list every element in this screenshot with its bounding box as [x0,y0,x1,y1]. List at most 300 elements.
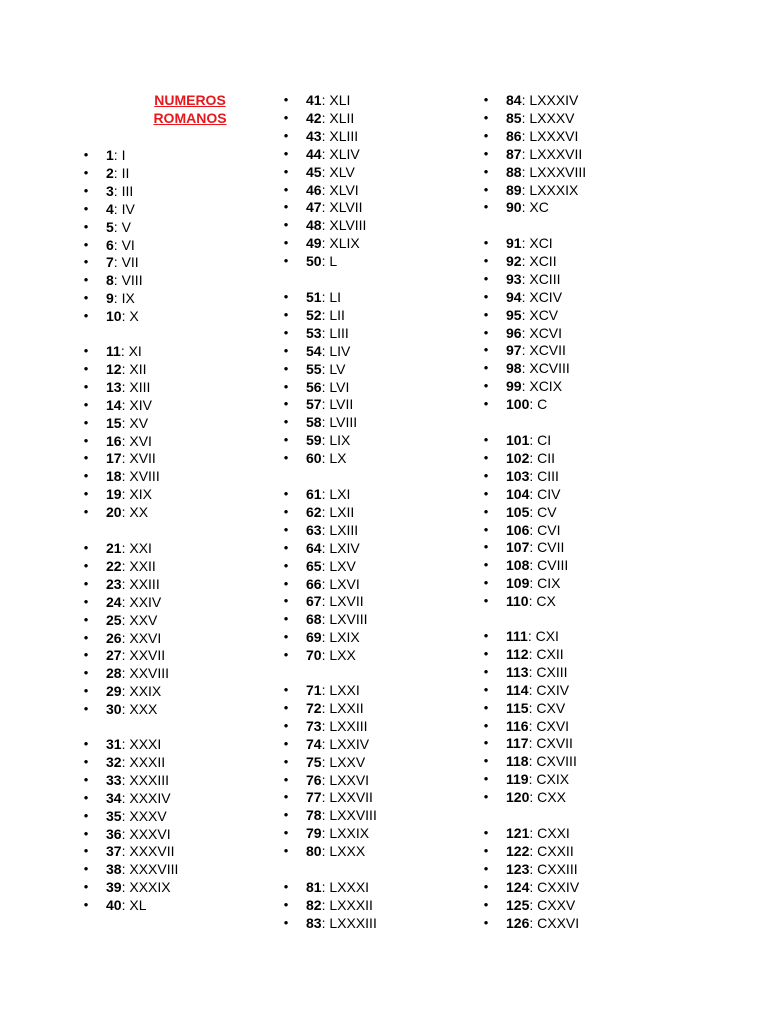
bullet-icon: • [283,682,289,697]
separator: : [521,288,530,305]
arabic-number: 122 [506,842,530,859]
separator: : [321,414,330,431]
roman-numeral: LXXVIII [329,807,377,824]
bullet-icon: • [283,557,289,573]
bullet-icon: • [83,272,89,288]
arabic-number: 1 [106,147,114,163]
arabic-number: 104 [506,485,530,502]
arabic-number: 90 [506,199,522,216]
arabic-number: 4 [106,200,114,217]
roman-numeral: XXXVI [129,825,171,842]
roman-numeral: LXVI [329,575,360,592]
separator: : [121,450,130,467]
bullet-icon: • [283,825,289,841]
arabic-number: 68 [306,611,322,628]
roman-numeral: XXII [129,557,156,574]
roman-numeral: IX [121,290,135,307]
bullet-icon: • [483,199,489,215]
bullet-icon: • [483,789,489,805]
roman-numeral: XII [129,360,147,377]
roman-numeral: XLIV [329,145,360,162]
bullet-icon: • [283,127,289,143]
bullet-icon: • [283,306,289,322]
bullet-icon: • [83,897,89,913]
bullet-icon: • [483,825,489,840]
bullet-icon: • [283,289,289,304]
bullet-icon: • [83,200,89,216]
separator: : [121,432,130,449]
separator: : [121,468,130,485]
bullet-icon: • [483,127,489,143]
separator: : [321,771,330,788]
bullet-icon: • [83,378,89,394]
bullet-icon: • [83,825,89,841]
separator: : [529,485,538,502]
roman-numeral: LVIII [329,414,358,431]
roman-numeral: XCIV [529,288,563,305]
roman-numeral: C [537,396,548,413]
separator: : [321,127,330,144]
separator: : [528,645,537,662]
arabic-number: 22 [106,557,122,574]
arabic-number: 71 [306,682,322,698]
separator: : [321,611,330,628]
roman-numeral: XIX [129,486,152,503]
bullet-icon: • [283,217,289,233]
roman-numeral: XXXV [129,807,167,824]
arabic-number: 29 [106,683,122,700]
bullet-icon: • [483,306,489,322]
roman-numeral: CXXI [537,825,570,841]
roman-numeral: LXXII [329,699,364,716]
separator: : [321,682,330,698]
roman-numeral: XLVI [329,181,359,198]
arabic-number: 111 [506,628,528,644]
bullet-icon: • [283,914,289,930]
roman-numeral: CXII [536,645,564,662]
roman-numeral: LXXXVI [529,127,579,144]
separator: : [521,235,530,251]
title-line-1: NUMEROS [154,92,226,108]
bullet-icon: • [83,789,89,805]
roman-numeral: XXXVII [129,843,175,860]
bullet-icon: • [83,254,89,270]
separator: : [321,503,330,520]
bullet-icon: • [283,235,289,251]
arabic-number: 11 [106,343,121,359]
roman-numeral: LXXVI [329,771,370,788]
roman-numeral: XXIII [129,575,160,592]
separator: : [321,629,330,646]
roman-numeral: CIV [537,485,561,502]
separator: : [529,557,538,574]
arabic-number: 33 [106,771,122,788]
roman-numeral: XXVIII [129,665,170,682]
bullet-icon: • [483,663,489,679]
bullet-icon: • [83,486,89,502]
arabic-number: 41 [306,92,322,108]
roman-numeral: XVI [129,432,152,449]
roman-numeral: XXIX [129,683,162,700]
roman-numeral: CXIX [536,771,570,788]
arabic-number: 70 [306,647,322,664]
arabic-number: 106 [506,521,530,538]
arabic-number: 32 [106,753,122,770]
roman-numeral: XLIII [329,127,359,144]
roman-numeral: VII [121,254,139,271]
roman-numeral: LXXXII [329,896,373,913]
arabic-number: 53 [306,324,322,341]
roman-numeral: LXXXI [329,879,370,895]
roman-numeral: XXIV [129,593,162,610]
bullet-icon: • [83,771,89,787]
bullet-icon: • [283,199,289,215]
arabic-number: 116 [506,717,529,734]
separator: : [321,342,330,359]
roman-numeral: LXXXIII [329,914,377,931]
separator: : [529,503,538,520]
arabic-number: 40 [106,897,122,914]
arabic-number: 79 [306,825,322,842]
separator: : [321,593,330,610]
roman-numeral: XCI [529,235,553,251]
bullet-icon: • [83,861,89,877]
separator: : [529,521,538,538]
arabic-number: 103 [506,467,530,484]
roman-numeral: CXXV [537,896,576,913]
arabic-number: 38 [106,861,122,878]
arabic-number: 102 [506,449,530,466]
roman-numeral: XCVI [529,324,563,341]
roman-numeral: XCVIII [529,360,570,377]
arabic-number: 16 [106,432,122,449]
arabic-number: 27 [106,647,122,664]
arabic-number: 119 [506,771,529,788]
separator: : [321,735,330,752]
arabic-number: 115 [506,699,529,716]
roman-numeral: XC [529,199,549,216]
separator: : [121,593,130,610]
bullet-icon: • [83,701,89,717]
arabic-number: 88 [506,163,522,180]
separator: : [528,753,537,770]
bullet-icon: • [483,235,489,250]
roman-numeral: II [121,164,130,181]
arabic-number: 45 [306,163,322,180]
separator: : [529,575,538,592]
arabic-number: 74 [306,735,322,752]
roman-numeral: LX [329,450,347,467]
arabic-number: 43 [306,127,322,144]
bullet-icon: • [83,557,89,573]
separator: : [113,147,122,163]
roman-numeral: LXII [329,503,355,520]
bullet-icon: • [83,807,89,823]
roman-numeral: LXV [329,557,356,574]
bullet-icon: • [483,324,489,340]
arabic-number: 87 [506,145,522,162]
separator: : [321,879,330,895]
bullet-icon: • [283,771,289,787]
roman-numeral: XLVIII [329,217,367,234]
arabic-number: 46 [306,181,322,198]
arabic-number: 21 [106,540,122,556]
separator: : [529,432,538,448]
roman-numeral: CXXVI [537,914,580,931]
roman-numeral: LIX [329,432,351,449]
bullet-icon: • [483,628,489,643]
roman-numeral: XXXIX [129,879,171,896]
arabic-number: 56 [306,378,322,395]
separator: : [521,324,530,341]
separator: : [521,145,530,162]
arabic-number: 75 [306,753,322,770]
arabic-number: 63 [306,521,322,538]
arabic-number: 101 [506,432,530,448]
separator: : [321,486,330,502]
arabic-number: 84 [506,92,522,108]
separator: : [321,699,330,716]
bullet-icon: • [483,378,489,394]
arabic-number: 109 [506,575,530,592]
separator: : [321,396,330,413]
arabic-number: 91 [506,235,522,251]
arabic-number: 9 [106,290,114,307]
separator: : [121,396,130,413]
bullet-icon: • [483,181,489,197]
separator: : [321,199,330,216]
bullet-icon: • [483,163,489,179]
bullet-icon: • [483,575,489,591]
roman-numeral: I [121,147,126,163]
roman-numeral: CVIII [537,557,569,574]
separator: : [521,92,530,108]
bullet-icon: • [483,521,489,537]
arabic-number: 66 [306,575,322,592]
roman-numeral: XIII [129,378,151,395]
separator: : [528,593,537,610]
separator: : [521,199,530,216]
separator: : [521,378,530,395]
separator: : [321,717,330,734]
separator: : [529,860,538,877]
roman-numeral: XLII [329,109,355,126]
separator: : [113,182,122,199]
separator: : [321,914,330,931]
roman-numeral: LXIV [329,539,360,556]
arabic-number: 67 [306,593,322,610]
separator: : [121,308,130,325]
separator: : [321,324,330,341]
separator: : [321,575,330,592]
arabic-number: 37 [106,843,122,860]
arabic-number: 73 [306,717,322,734]
bullet-icon: • [283,807,289,823]
separator: : [521,306,530,323]
arabic-number: 50 [306,253,322,270]
separator: : [321,539,330,556]
arabic-number: 24 [106,593,122,610]
separator: : [529,449,538,466]
arabic-number: 108 [506,557,530,574]
roman-numeral: XXV [129,611,158,628]
arabic-number: 123 [506,860,530,877]
roman-numeral: LVII [329,396,354,413]
separator: : [521,360,530,377]
bullet-icon: • [483,771,489,787]
bullet-icon: • [283,253,289,269]
separator: : [528,663,537,680]
bullet-icon: • [483,485,489,501]
separator: : [121,683,130,700]
arabic-number: 124 [506,878,530,895]
bullet-icon: • [83,593,89,609]
title-line-2: ROMANOS [153,110,227,126]
separator: : [121,575,130,592]
roman-numeral: XIV [129,396,152,413]
arabic-number: 112 [506,645,529,662]
roman-numeral: CII [537,449,556,466]
separator: : [321,807,330,824]
roman-numeral: LXXV [329,753,366,770]
roman-numeral: LXXX [329,843,366,860]
separator: : [113,236,122,253]
roman-numeral: VI [121,236,135,253]
separator: : [120,343,129,359]
bullet-icon: • [283,593,289,609]
roman-numeral: LXXIV [329,735,370,752]
arabic-number: 120 [506,789,530,806]
arabic-number: 39 [106,879,122,896]
bullet-icon: • [83,736,89,751]
separator: : [121,825,130,842]
bullet-icon: • [283,181,289,197]
roman-numeral: CXIII [536,663,568,680]
bullet-icon: • [283,717,289,733]
roman-numeral: XXVI [129,629,162,646]
bullet-icon: • [483,914,489,930]
bullet-icon: • [83,343,89,358]
arabic-number: 82 [306,896,322,913]
bullet-icon: • [283,414,289,430]
bullet-icon: • [283,647,289,663]
roman-numeral: LXVIII [329,611,368,628]
bullet-icon: • [283,699,289,715]
bullet-icon: • [483,360,489,376]
arabic-number: 3 [106,182,114,199]
roman-numeral: XLIX [329,235,360,252]
roman-numeral: LXXIII [329,717,368,734]
separator: : [321,378,330,395]
bullet-icon: • [83,611,89,627]
separator: : [113,272,122,289]
bullet-icon: • [283,896,289,912]
arabic-number: 20 [106,504,122,521]
arabic-number: 10 [106,308,122,325]
separator: : [321,253,330,270]
arabic-number: 100 [506,396,530,413]
bullet-icon: • [83,540,89,555]
bullet-icon: • [483,503,489,519]
bullet-icon: • [83,879,89,895]
arabic-number: 48 [306,217,322,234]
arabic-number: 83 [306,914,322,931]
separator: : [521,342,530,359]
arabic-number: 99 [506,378,522,395]
arabic-number: 34 [106,789,122,806]
arabic-number: 49 [306,235,322,252]
roman-numeral: XVIII [129,468,160,485]
arabic-number: 58 [306,414,322,431]
separator: : [321,647,330,664]
arabic-number: 25 [106,611,122,628]
bullet-icon: • [283,163,289,179]
bullet-icon: • [283,629,289,645]
separator: : [121,807,130,824]
bullet-icon: • [283,342,289,358]
bullet-icon: • [283,503,289,519]
separator: : [321,450,330,467]
arabic-number: 8 [106,272,114,289]
roman-numeral: LIV [329,342,351,359]
bullet-icon: • [483,557,489,573]
bullet-icon: • [483,860,489,876]
roman-numeral: XCV [529,306,559,323]
bullet-icon: • [283,486,289,501]
arabic-number: 65 [306,557,322,574]
arabic-number: 61 [306,486,322,502]
separator: : [321,825,330,842]
bullet-icon: • [283,753,289,769]
arabic-number: 126 [506,914,530,931]
separator: : [113,290,122,307]
arabic-number: 64 [306,539,322,556]
bullet-icon: • [283,611,289,627]
roman-numeral: XCIII [529,270,561,287]
roman-numeral: CVII [537,539,565,556]
arabic-number: 23 [106,575,122,592]
separator: : [121,665,130,682]
roman-numeral: LXVII [329,593,364,610]
roman-numeral: XXXI [129,736,162,752]
roman-numeral: CIX [537,575,561,592]
roman-numeral: LII [329,306,345,323]
arabic-number: 13 [106,378,122,395]
bullet-icon: • [483,645,489,661]
roman-numeral: XL [129,897,147,914]
separator: : [321,217,330,234]
separator: : [528,735,537,752]
separator: : [321,360,330,377]
separator: : [321,432,330,449]
bullet-icon: • [483,288,489,304]
bullet-icon: • [283,432,289,448]
bullet-icon: • [283,92,289,107]
bullet-icon: • [483,449,489,465]
bullet-icon: • [283,539,289,555]
separator: : [529,914,538,931]
roman-numeral: XLVII [329,199,363,216]
separator: : [528,681,537,698]
roman-numeral: VIII [121,272,143,289]
page-title [120,91,260,127]
roman-numeral: XXXII [129,753,166,770]
bullet-icon: • [83,647,89,663]
separator: : [529,896,538,913]
bullet-icon: • [83,236,89,252]
roman-numeral: XLI [329,92,351,108]
separator: : [121,611,130,628]
